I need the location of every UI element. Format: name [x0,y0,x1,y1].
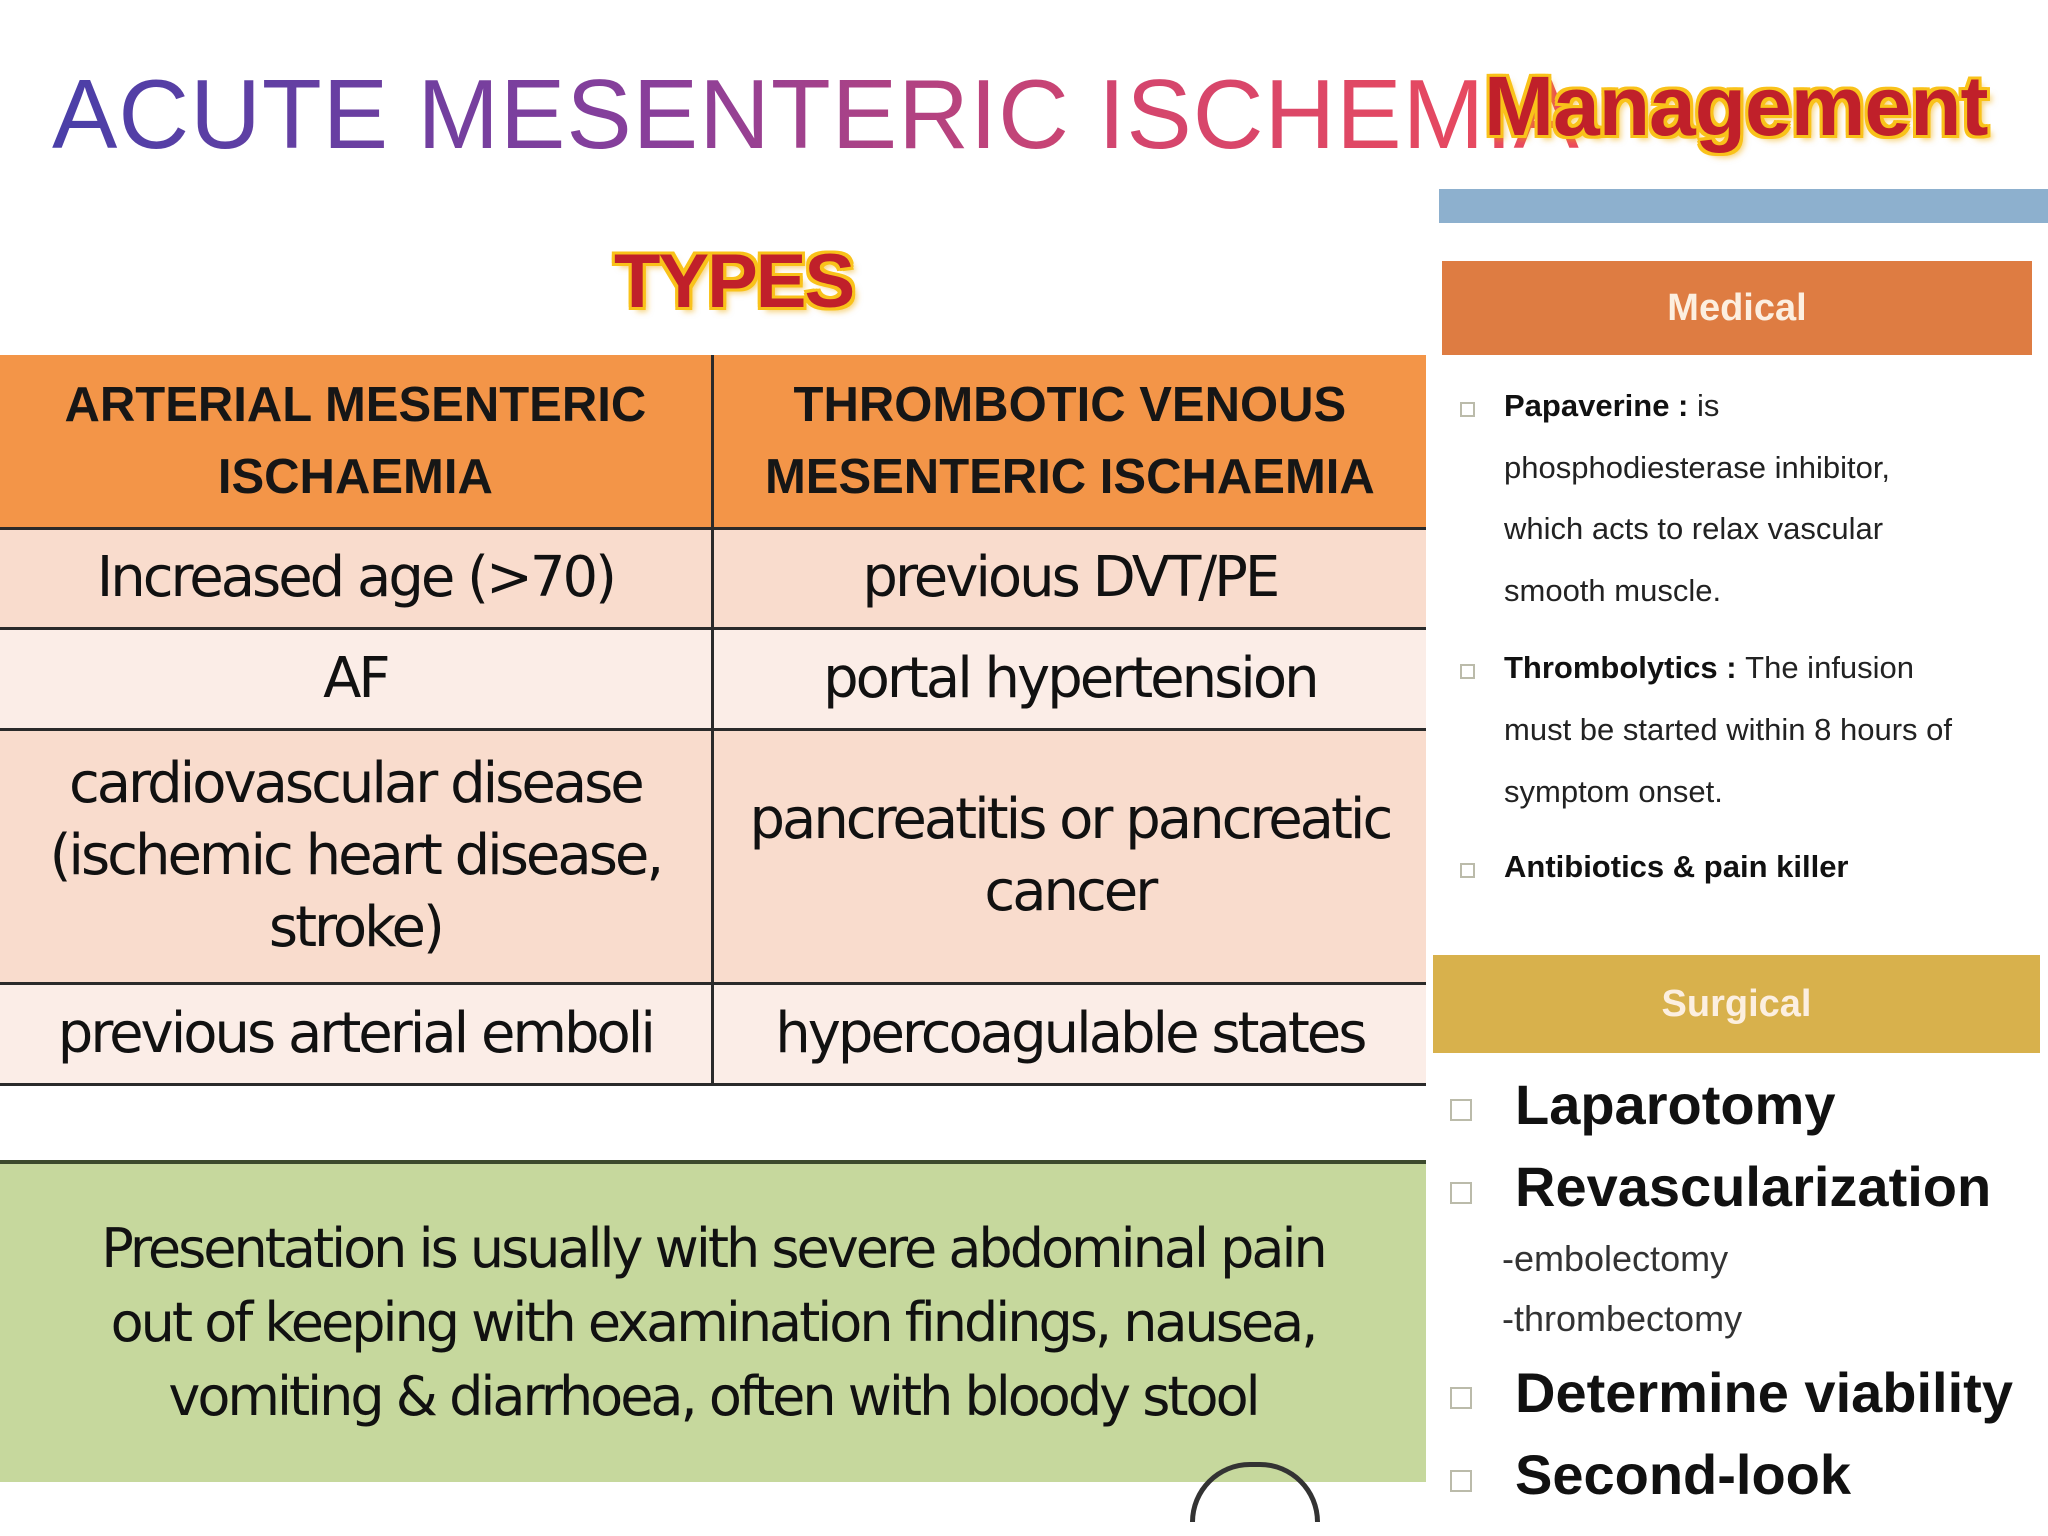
medical-heading-label: Medical [1667,286,1807,329]
table-row [0,628,1426,729]
table-row [0,729,1426,983]
surgical-item: Laparotomy [1515,1073,1836,1136]
medical-item-thrombolytics [1504,650,1914,686]
presentation-box [0,1160,1426,1482]
item-text: must be started within 8 hours of [1504,712,1953,747]
table-cell: previous arterial emboli [0,983,712,1084]
item-text: which acts to relax vascular [1504,511,1884,546]
header-arterial: ARTERIAL MESENTERIC ISCHAEMIA [0,355,712,528]
table-cell: previous DVT/PE [712,528,1426,628]
surgical-heading [1433,955,2040,1053]
item-term: Thrombolytics [1504,650,1718,685]
surgical-item: Determine viability [1515,1361,2013,1424]
table-row [0,528,1426,628]
item-term: Antibiotics & pain killer [1504,849,1849,884]
types-table [0,355,1426,1086]
checkbox-bullet-icon [1450,1470,1472,1492]
item-text: smooth muscle. [1504,573,1722,608]
checkbox-bullet-icon [1460,664,1475,679]
item-text: symptom onset. [1504,774,1723,809]
medical-item-papaverine [1504,388,1719,424]
checkbox-bullet-icon [1460,863,1475,878]
checkbox-bullet-icon [1450,1387,1472,1409]
checkbox-bullet-icon [1450,1182,1472,1204]
page-title: ACUTE MESENTERIC ISCHEMIA [52,59,1580,169]
surgical-heading-label: Surgical [1661,982,1812,1025]
surgical-subitem: -thrombectomy [1502,1298,1743,1339]
presentation-text: Presentation is usually with severe abdominal pain out of keeping with examination findings, nausea, vomiting & diarrhoea, often with bloody stool [101,1217,1325,1428]
table-header-row [0,355,1426,528]
types-title: TYPES [614,239,854,324]
checkbox-bullet-icon [1460,402,1475,417]
table-cell: pancreatitis or pancreatic cancer [712,729,1426,983]
item-term: Papaverine [1504,388,1670,423]
table-cell: portal hypertension [712,628,1426,729]
table-cell: AF [0,628,712,729]
surgical-item: Second-look [1515,1443,1852,1506]
surgical-subitem: -embolectomy [1502,1238,1729,1279]
item-text: The infusion [1745,650,1915,685]
item-text: phosphodiesterase inhibitor, [1504,450,1891,485]
table-cell: Increased age (>70) [0,528,712,628]
checkbox-bullet-icon [1450,1099,1472,1121]
table-cell: cardiovascular disease (ischemic heart disease, stroke) [0,729,712,983]
item-sep: : [1717,650,1746,685]
table-row [0,983,1426,1084]
item-text: is [1697,388,1720,423]
table-cell: hypercoagulable states [712,983,1426,1084]
item-sep: : [1669,388,1697,423]
blue-divider-bar [1439,189,2048,223]
header-venous: THROMBOTIC VENOUS MESENTERIC ISCHAEMIA [712,355,1426,528]
medical-heading [1442,261,2032,355]
management-title: Management [1484,59,1988,153]
medical-item-antibiotics [1504,849,1849,885]
surgical-item: Revascularization [1515,1155,1992,1218]
